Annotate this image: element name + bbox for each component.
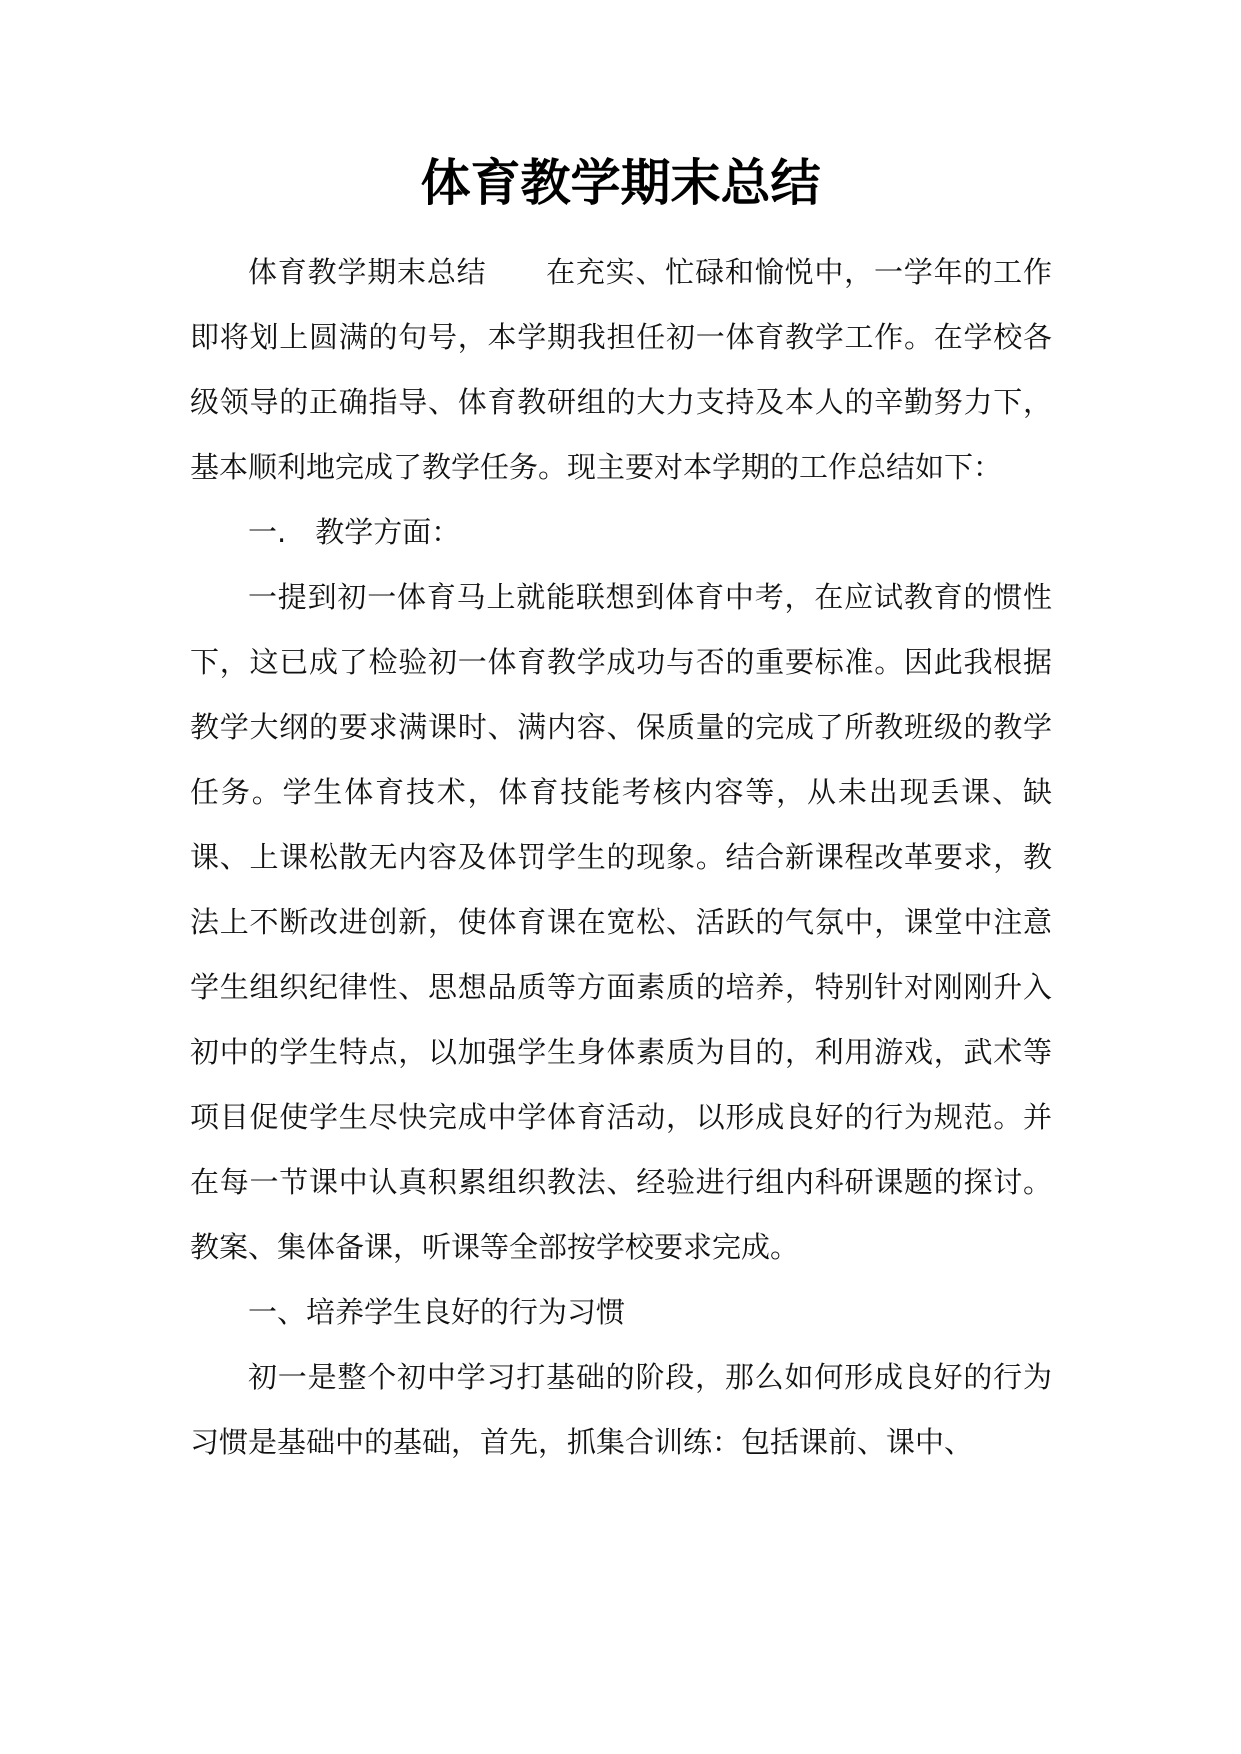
paragraph-habits: 初一是整个初中学习打基础的阶段，那么如何形成良好的行为习惯是基础中的基础，首先，抓集合训练：包括课前、课中、: [190, 1360, 1052, 1459]
paragraph-teaching: 一提到初一体育马上就能联想到体育中考，在应试教育的惯性下，这已成了检验初一体育教学成功与否的重要标准。因此我根据教学大纲的要求满课时、满内容、保质量的完成了所教班级的教学任务。学生体育技术，体育技能考核内容等，从未出现丢课、缺课、上课松散无内容及体罚学生的现象。结合新课程改革要求，教法上不断改进创新，使体育课在宽松、活跃的气氛中，课堂中注意学生组织纪律性、思想品质等方面素质的培养，特别针对刚刚升入初中的学生特点，以加强学生身体素质为目的，利用游戏，武术等项目促使学生尽快完成中学体育活动，以形成良好的行为规范。并在每一节课中认真积累组织教法、经验进行组内科研课题的探讨。教案、集体备课，听课等全部按学校要求完成。: [190, 580, 1052, 1264]
document-body: [190, 240, 1052, 1475]
paragraph-intro: 体育教学期末总结 在充实、忙碌和愉悦中，一学年的工作即将划上圆满的句号，本学期我担任初一体育教学工作。在学校各级领导的正确指导、体育教研组的大力支持及本人的辛勤努力下，基本顺利地完成了教学任务。现主要对本学期的工作总结如下：: [190, 255, 1052, 484]
section-heading-habits: 一、培养学生良好的行为习惯: [248, 1295, 626, 1329]
section-heading-teaching: 一. 教学方面：: [248, 515, 461, 549]
document-title: 体育教学期末总结: [420, 154, 821, 212]
